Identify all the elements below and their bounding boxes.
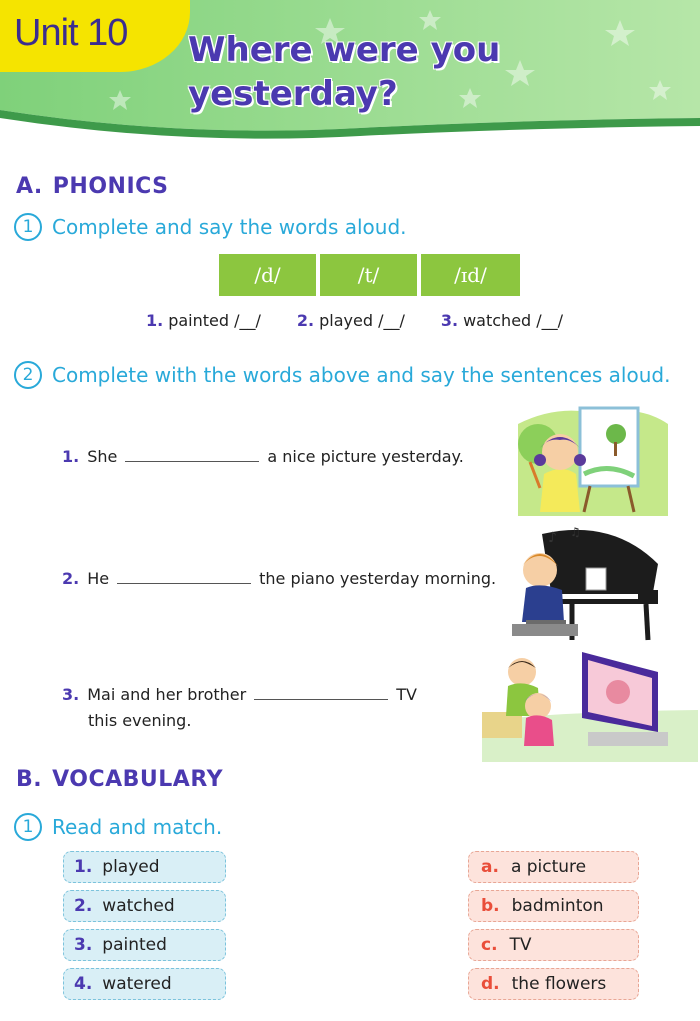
match-right-b-text: badminton (511, 896, 604, 916)
phonics-word-2[interactable] (297, 311, 405, 330)
match-left-3-text: painted (102, 935, 167, 955)
match-right-c[interactable] (468, 929, 639, 961)
sentence-1-number: 1. (62, 447, 80, 466)
match-left-1-text: played (102, 857, 160, 877)
phonics-word-3-text: watched /__/ (463, 311, 564, 330)
phonics-word-list (146, 311, 563, 330)
phonics-word-2-number: 2. (296, 311, 315, 330)
sentence-1-blank[interactable] (125, 448, 259, 462)
match-right-a[interactable] (468, 851, 639, 883)
sentence-2-blank[interactable] (117, 570, 251, 584)
match-left-2[interactable] (63, 890, 226, 922)
task-b1-number: 1 (14, 813, 42, 841)
task-a2 (14, 361, 670, 389)
match-right-a-text: a picture (510, 857, 587, 877)
match-right-c-letter: c. (481, 935, 498, 955)
task-a1 (14, 213, 407, 241)
match-left-4-text: watered (102, 974, 172, 994)
sentence-1-before: She (87, 447, 118, 466)
match-right-b-letter: b. (481, 896, 500, 916)
lesson-title-line2: yesterday? (188, 74, 398, 114)
sound-cell-id: /ɪd/ (421, 254, 520, 296)
girl-painting-illustration (518, 404, 668, 516)
lesson-title (188, 28, 608, 116)
section-a-heading (16, 174, 169, 199)
task-a1-number: 1 (14, 213, 42, 241)
sentence-1 (62, 444, 464, 470)
match-left-1-number: 1. (74, 857, 93, 877)
phonics-word-3[interactable] (441, 311, 563, 330)
section-a-letter: A. (16, 174, 43, 199)
sentence-3-number: 3. (62, 685, 80, 704)
phonics-word-3-number: 3. (440, 311, 459, 330)
header-banner (0, 0, 700, 150)
phonics-sound-table (219, 254, 520, 296)
task-a2-number: 2 (14, 361, 42, 389)
match-right-b[interactable] (468, 890, 639, 922)
svg-text:♫: ♫ (570, 525, 581, 539)
sentence-3-after: TV (396, 685, 417, 704)
task-a1-instruction: Complete and say the words aloud. (52, 215, 407, 239)
sentence-3-blank[interactable] (254, 686, 388, 700)
sentence-3-before: Mai and her brother (87, 685, 247, 704)
sentence-3 (62, 682, 417, 734)
match-left-4-number: 4. (74, 974, 93, 994)
match-left-4[interactable] (63, 968, 226, 1000)
task-b1 (14, 813, 222, 841)
svg-text:♪: ♪ (548, 530, 557, 546)
match-right-a-letter: a. (481, 857, 499, 877)
lesson-title-line1: Where were you (188, 30, 501, 70)
boy-piano-illustration (512, 524, 662, 642)
sound-cell-d: /d/ (219, 254, 316, 296)
sentence-2-after: the piano yesterday morning. (259, 569, 497, 588)
phonics-word-2-text: played /__/ (319, 311, 405, 330)
sound-cell-t: /t/ (320, 254, 417, 296)
phonics-word-1[interactable] (146, 311, 261, 330)
phonics-word-1-number: 1. (146, 311, 164, 330)
match-left-2-text: watched (102, 896, 175, 916)
phonics-word-1-text: painted /__/ (168, 311, 261, 330)
section-b-letter: B. (16, 767, 43, 792)
section-a-title: PHONICS (52, 174, 169, 199)
match-left-1[interactable] (63, 851, 226, 883)
sentence-1-after: a nice picture yesterday. (267, 447, 464, 466)
match-left-2-number: 2. (74, 896, 93, 916)
unit-label: Unit 10 (14, 12, 128, 54)
sentence-2-before: He (87, 569, 110, 588)
match-left-3-number: 3. (74, 935, 93, 955)
task-b1-instruction: Read and match. (52, 815, 223, 839)
match-left-3[interactable] (63, 929, 226, 961)
match-right-d-letter: d. (481, 974, 500, 994)
sentence-2-number: 2. (62, 569, 80, 588)
match-right-c-text: TV (509, 935, 532, 955)
section-b-heading (16, 767, 223, 792)
section-b-title: VOCABULARY (52, 767, 223, 792)
sentence-2 (62, 566, 496, 592)
sentence-3-line2: this evening. (88, 711, 192, 730)
watching-tv-illustration (482, 652, 698, 762)
match-right-d[interactable] (468, 968, 639, 1000)
match-right-d-text: the flowers (511, 974, 607, 994)
task-a2-instruction: Complete with the words above and say the sentences aloud. (52, 363, 671, 387)
